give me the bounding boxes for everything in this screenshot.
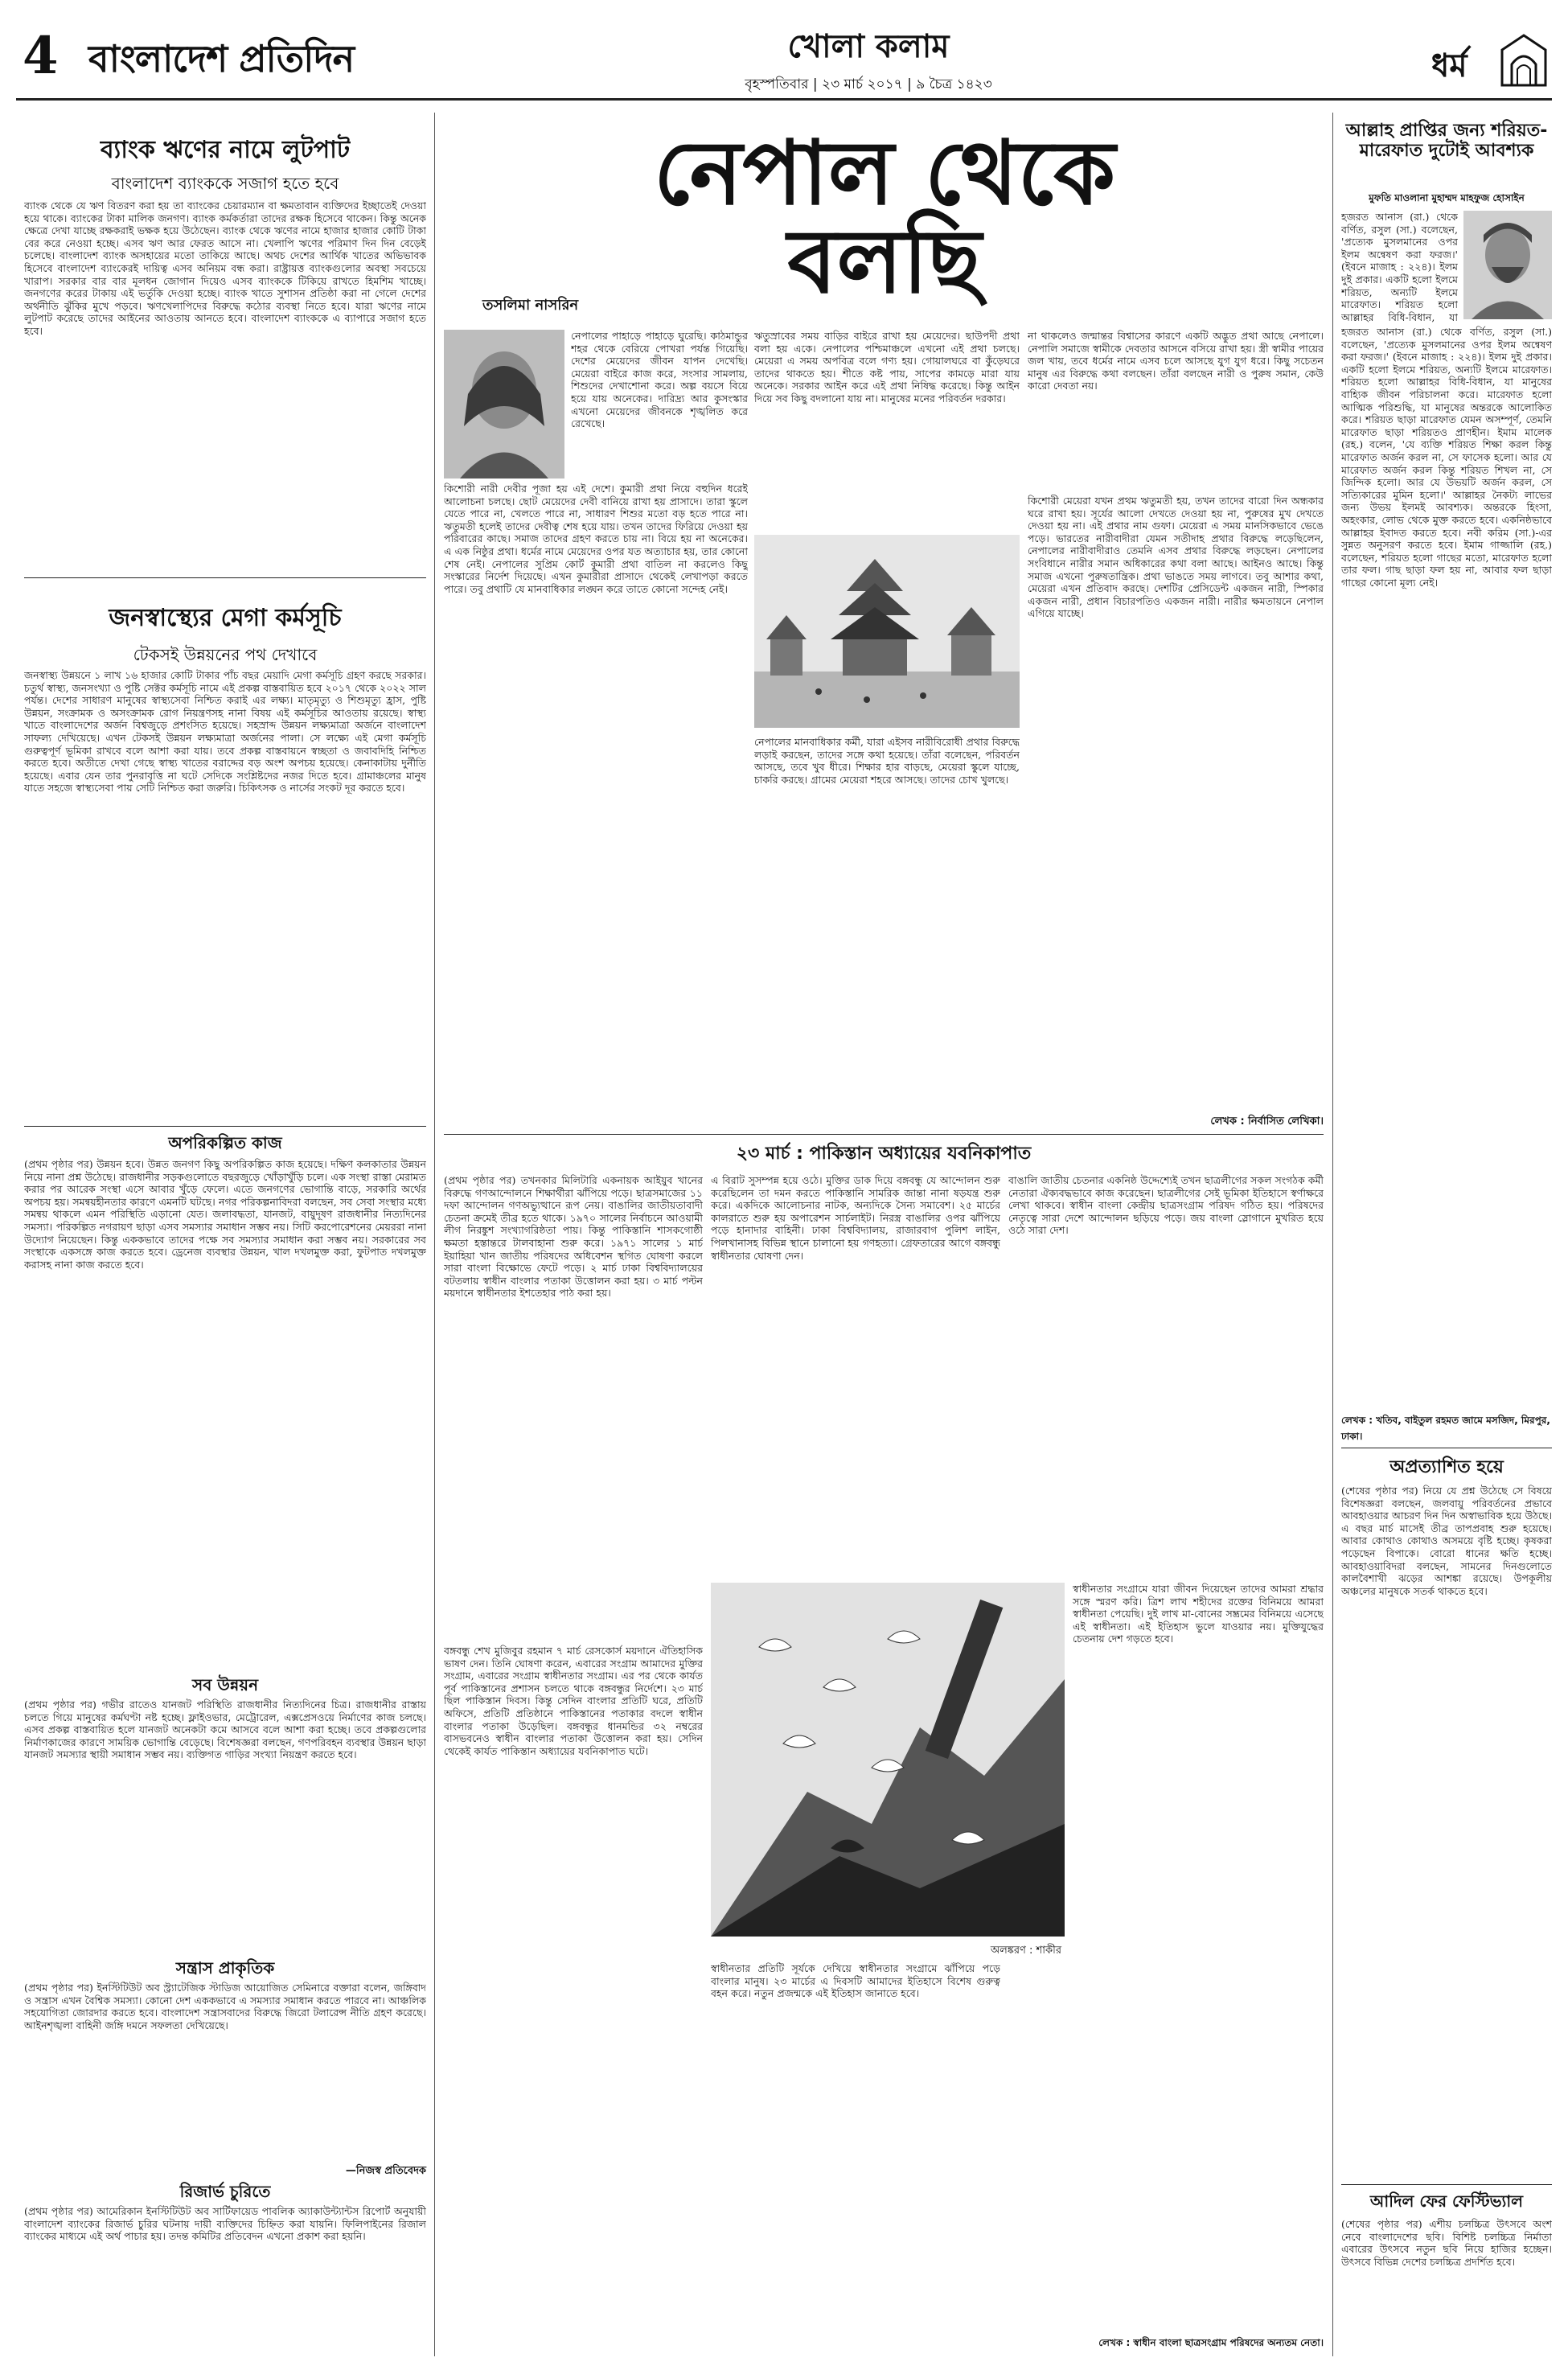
article2-col3: বাঙালি জাতীয় চেতনার একনিষ্ঠ উদ্দেশ্যেই তখন ছাত্রলীগের সকল সংগঠক কর্মী নেতারা ঐক্যবদ্ধভাবে কাজ করেছেন। ছাত্রলীগের সেই ভূমিকা ইতিহাসে স্বর্ণাক্ষরে লেখা থাকবে। স্বাধীন বাংলা কেন্দ্রীয় ছাত্রসংগ্রাম পরিষদ গঠিত হয়। পরিষদের নেতৃত্বে সারা দেশে আন্দোলন ছড়িয়ে পড়ে। জয় বাংলা স্লোগানে মুখরিত হয়ে ওঠে সারা দেশ।: [1008, 1174, 1324, 1237]
news2-headline: সব উন্নয়ন: [191, 1675, 259, 1694]
main-headline: নেপাল থেকে বলছি: [653, 121, 1116, 313]
main-col2b: নেপালের মানবাধিকার কর্মী, যারা এইসব নারীবিরোধী প্রথার বিরুদ্ধে লড়াই করছেন, তাদের সঙ্গে কথা হয়েছে। তাঁরা বলেছেন, পরিবর্তন আসছে, তবে খুব ধীরে। শিক্ষার হার বাড়ছে, মেয়েরা স্কুলে যাচ্ছে, চাকরি করছে। গ্রামের মেয়েরা শহরে আসছে। তাদের চোখ খুলছে।: [754, 736, 1020, 786]
editorial2-subhead: টেকসই উন্নয়নের পথ দেখাবে: [133, 645, 318, 664]
news3-body: (প্রথম পৃষ্ঠার পর) ইনস্টিটিউট অব স্ট্র্যাটেজিক স্টাডিজ আয়োজিত সেমিনারে বক্তারা বলেন, জঙ্গিবাদ ও সন্ত্রাস এখন বৈশ্বিক সমস্যা। কোনো দেশ এককভাবে এ সমস্যার সমাধান করতে পারবে না। আঞ্চলিক সহযোগিতা জোরদার করতে হবে। বাংলাদেশ সন্ত্রাসবাদের বিরুদ্ধে জিরো টলারেন্স নীতি গ্রহণ করেছে। আইনশৃঙ্খলা বাহিনী জঙ্গি দমনে সফলতা দেখিয়েছে।: [24, 1982, 426, 2031]
religion-author: মুফতি মাওলানা মুহাম্মদ মাহফুজ হোসাইন: [1369, 192, 1525, 203]
news4-headline: রিজার্ভ চুরিতে: [179, 2182, 271, 2201]
main-col3b: কিশোরী মেয়েরা যখন প্রথম ঋতুমতী হয়, তখন তাদের বারো দিন অন্ধকার ঘরে রাখা হয়। সূর্যের আলো দেখতে দেওয়া হয় না, পুরুষের মুখ দেখতে দেওয়া হয় না। এই প্রথার নাম গুফা। মেয়েরা এ সময় মানসিকভাবে ভেঙে পড়ে। ভারতের নারীবাদীরা যেমন সতীদাহ প্রথার বিরুদ্ধে লড়েছিলেন, নেপালের নারীবাদীরাও তেমনি এসব প্রথার বিরুদ্ধে লড়ছেন। নেপালের সংবিধানে নারীর সমান অধিকারের কথা বলা আছে। আইনও আছে। কিন্তু সমাজ এখনো পুরুষতান্ত্রিক। প্রথা ভাঙতে সময় লাগবে। তবু আশার কথা, মেয়েরা এখন প্রতিবাদ করছে। দেশটির প্রেসিডেন্ট একজন নারী, স্পিকার একজন নারী, প্রধান বিচারপতিও একজন নারী। নারীর ক্ষমতায়নে নেপাল এগিয়ে যাচ্ছে।: [1028, 495, 1324, 620]
article2-col2b: স্বাধীনতার প্রতিটি সূর্যকে দেখিয়ে স্বাধীনতার সংগ্রামে ঝাঁপিয়ে পড়ে বাংলার মানুষ। ২৩ মার্চের এ দিবসটি আমাদের ইতিহাসে বিশেষ গুরুত্ব বহন করে। নতুন প্রজন্মকে এই ইতিহাস জানাতে হবে।: [711, 1962, 1000, 2000]
fest-headline: আদিল ফের ফেস্টিভ্যাল: [1369, 2191, 1524, 2211]
divider-left: [434, 113, 435, 2356]
main-col2: ঋতুস্রাবের সময় বাড়ির বাইরে রাখা হয় মেয়েদের। ছাউপদী প্রথা বলা হয় একে। নেপালের পশ্চিমাঞ্চলে এখনো এই প্রথা চলছে। মেয়েরা এ সময় অপবিত্র বলে গণ্য হয়। গোয়ালঘরে বা কুঁড়েঘরে তাদের থাকতে হয়। শীতে কষ্ট পায়, সাপের কামড়ে মারা যায় অনেকে। সরকার আইন করে এই প্রথা নিষিদ্ধ করেছে। কিন্তু আইন দিয়ে সব কিছু বদলানো যায় না। মানুষের মনের পরিবর্তন দরকার।: [754, 330, 1020, 405]
article2-col2: এ বিরাট সুসম্পন্ন হয়ে ওঠে। মুক্তির ডাক দিয়ে বঙ্গবন্ধু যে আন্দোলন শুরু করেছিলেন তা দমন করতে পাকিস্তানি সামরিক জান্তা নানা ষড়যন্ত্র শুরু করে। একদিকে আলোচনার নাটক, অন্যদিকে সৈন্য সমাবেশ। ২৫ মার্চের কালরাতে শুরু হয় অপারেশন সার্চলাইট। নিরস্ত্র বাঙালির ওপর ঝাঁপিয়ে পড়ে হানাদার বাহিনী। ঢাকা বিশ্ববিদ্যালয়, রাজারবাগ পুলিশ লাইন, পিলখানাসহ বিভিন্ন স্থানে চালানো হয় গণহত্যা। গ্রেফতারের আগে বঙ্গবন্ধু স্বাধীনতার ঘোষণা দেন।: [711, 1174, 1000, 1262]
article2-col3b: স্বাধীনতার সংগ্রামে যারা জীবন দিয়েছেন তাদের আমরা শ্রদ্ধার সঙ্গে স্মরণ করি। ত্রিশ লাখ শহীদের রক্তের বিনিময়ে আমরা স্বাধীনতা পেয়েছি। দুই লাখ মা-বোনের সম্ভ্রমের বিনিময়ে এসেছে এই স্বাধীনতা। এই ইতিহাস ভুলে যাওয়ার নয়। মুক্তিযুদ্ধের চেতনায় দেশ গড়তে হবে।: [1073, 1583, 1324, 1645]
page-number: 4: [23, 26, 59, 86]
left-rule-2: [24, 1126, 426, 1127]
religion-author-photo: [1463, 211, 1552, 319]
article2-headline: ২৩ মার্চ : পাকিস্তান অধ্যায়ের যবনিকাপাত: [736, 1144, 1032, 1164]
weather-headline: অপ্রত্যাশিত হয়ে: [1389, 1457, 1504, 1477]
main-col1b: কিশোরী নারী দেবীর পূজা হয় এই দেশে। কুমারী প্রথা নিয়ে বহুদিন ধরেই আলোচনা চলছে। ছোট মেয়েদের দেবী বানিয়ে রাখা হয় প্রাসাদে। তারা স্কুলে যেতে পারে না, খেলতে পারে না, সাধারণ শিশুর মতো বড় হতে পারে না। ঋতুমতী হলেই তাদের দেবীত্ব শেষ হয়ে যায়। তখন তাদের ফিরিয়ে দেওয়া হয় পরিবারের কাছে। সমাজ তাদের গ্রহণ করতে চায় না। বিয়ে হয় না অনেকের। এ এক নিষ্ঠুর প্রথা। ধর্মের নামে মেয়েদের ওপর যত অত্যাচার হয়, তার কোনো শেষ নেই। নেপালের সুপ্রিম কোর্ট কুমারী প্রথা বাতিল না করলেও কিছু সংস্কারের নির্দেশ দিয়েছে। এখন কুমারীরা প্রাসাদে থেকেই লেখাপড়া করতে পারে। তবু প্রথাটি যে মানবাধিকার লঙ্ঘন করে তাতে কোনো সন্দেহ নেই।: [444, 483, 748, 595]
editorial1-headline: ব্যাংক ঋণের নামে লুটপাট: [100, 136, 351, 164]
news4-body: (প্রথম পৃষ্ঠার পর) আমেরিকান ইনস্টিটিউট অব সার্টিফায়েড পাবলিক অ্যাকাউন্ট্যান্টস রিপোর্ট অনুযায়ী বাংলাদেশ ব্যাংকের রিজার্ভ চুরির ঘটনায় দায়ী ব্যক্তিদের চিহ্নিত করা যায়নি। ফিলিপাইনের রিজাল ব্যাংকের মাধ্যমে এই অর্থ পাচার হয়। তদন্ত কমিটির প্রতিবেদন এখনো প্রকাশ করা হয়নি।: [24, 2205, 426, 2243]
religion-body: হজরত আনাস (রা.) থেকে বর্ণিত, রসুল (সা.) বলেছেন, 'প্রত্যেক মুসলমানের ওপর ইলম অন্বেষণ করা ফরজ।' (ইবনে মাজাহ : ২২৪)। ইলম দুই প্রকার। একটি হলো ইলমে শরিয়ত, অন্যটি ইলমে মারেফাত। শরিয়ত হলো আল্লাহর বিধি-বিধান, যা: [1341, 211, 1458, 323]
news1-body: (প্রথম পৃষ্ঠার পর) উন্নয়ন হবে। উন্নত জনগণ কিছু অপরিকল্পিত কাজ হয়েছে। দক্ষিণ কলকাতার উন্নয়ন নিয়ে নানা প্রশ্ন উঠেছে। রাজধানীর সড়কগুলোতে বছরজুড়ে খোঁড়াখুঁড়ি চলে। এক সংস্থা রাস্তা মেরামত করার পর আরেক সংস্থা এসে আবার খুঁড়ে ফেলে। এতে জনগণের ভোগান্তি বাড়ে, সরকারি অর্থের অপচয় হয়। সমন্বয়হীনতার কারণে এমনটি ঘটছে। নগর পরিকল্পনাবিদরা বলছেন, সব সেবা সংস্থার মধ্যে সমন্বয় থাকলে এমন পরিস্থিতি এড়ানো যেত। জলাবদ্ধতা, যানজট, বায়ুদূষণ রাজধানীর নিত্যদিনের সমস্যা। পরিকল্পিত নগরায়ণ ছাড়া এসব সমস্যার সমাধান সম্ভব নয়। সিটি করপোরেশনের মেয়ররা নানা উদ্যোগ নিয়েছেন। কিন্তু এককভাবে তাদের পক্ষে সব সমস্যার সমাধান করা সম্ভব নয়। সরকারের সব সংস্থাকে একসঙ্গে কাজ করতে হবে। ড্রেনেজ ব্যবস্থার উন্নয়ন, খাল দখলমুক্ত করা, ফুটপাত দখলমুক্ত করাসহ নানা কাজ করতে হবে।: [24, 1158, 426, 1271]
article2-col1b: বঙ্গবন্ধু শেখ মুজিবুর রহমান ৭ মার্চ রেসকোর্স ময়দানে ঐতিহাসিক ভাষণ দেন। তিনি ঘোষণা করেন, এবারের সংগ্রাম আমাদের মুক্তির সংগ্রাম, এবারের সংগ্রাম স্বাধীনতার সংগ্রাম। এর পর থেকে কার্যত পূর্ব পাকিস্তানের প্রশাসন চলতে থাকে বঙ্গবন্ধুর নির্দেশে। ২৩ মার্চ ছিল পাকিস্তান দিবস। কিন্তু সেদিন বাংলার প্রতিটি ঘরে, প্রতিটি অফিসে, প্রতিটি প্রতিষ্ঠানে পাকিস্তানের পতাকার বদলে স্বাধীন বাংলার পতাকা উড়েছিল। বঙ্গবন্ধুর ধানমন্ডির ৩২ নম্বরের বাসভবনেও স্বাধীন বাংলার পতাকা উত্তোলন করা হয়। সেদিন থেকেই কার্যত পাকিস্তান অধ্যায়ের যবনিকাপাত ঘটে।: [444, 1645, 703, 1757]
main-col1: নেপালের পাহাড়ে পাহাড়ে ঘুরেছি। কাঠমান্ডুর শহর থেকে বেরিয়ে পোখরা পর্যন্ত গিয়েছি। দেশের মেয়েদের জীবন যাপন দেখেছি। মেয়েরা বাইরে কাজ করে, সংসার সামলায়, শিশুদের দেখাশোনা করে। অল্প বয়সে বিয়ে হয়ে যায় অনেকের। দারিদ্র্য আর কুসংস্কার এখনো মেয়েদের জীবনকে শৃঙ্খলিত করে রেখেছে।: [571, 330, 748, 430]
main-col3: না থাকলেও জন্মান্তর বিশ্বাসের কারণে একটি অদ্ভুত প্রথা আছে নেপালে। নেপালি সমাজে স্বামীকে দেবতার আসনে বসিয়ে রাখা হয়। স্ত্রী স্বামীর পায়ের জল খায়, তবে ধর্মের নামে এসব চলে আসছে যুগ যুগ ধরে। কিছু সচেতন মানুষ এর বিরুদ্ধে কথা বলছেন। তাঁরা বলছেন নারী ও পুরুষ সমান, কেউ কারো দেবতা নয়।: [1028, 330, 1324, 392]
religion-footer: লেখক : খতিব, বাইতুল রহমত জামে মসজিদ, মিরপুর, ঢাকা।: [1341, 1415, 1550, 1442]
news3-headline: সন্ত্রাস প্রাকৃতিক: [175, 1958, 275, 1978]
news1-headline: অপরিকল্পিত কাজ: [168, 1133, 282, 1152]
main-author: তসলিমা নাসরিন: [482, 297, 579, 314]
center-rule: [444, 1134, 1324, 1135]
article2-col1: (প্রথম পৃষ্ঠার পর) তখনকার মিলিটারি একনায়ক আইয়ুব খানের বিরুদ্ধে গণআন্দোলনে শিক্ষার্থীরা ঝাঁপিয়ে পড়ে। ছাত্রসমাজের ১১ দফা আন্দোলন গণঅভ্যুত্থানে রূপ নেয়। বাঙালির জাতীয়তাবাদী চেতনা ক্রমেই তীব্র হতে থাকে। ১৯৭০ সালের নির্বাচনে আওয়ামী লীগ নিরঙ্কুশ সংখ্যাগরিষ্ঠতা পায়। কিন্তু পাকিস্তানি শাসকগোষ্ঠী ক্ষমতা হস্তান্তরে টালবাহানা শুরু করে। ১৯৭১ সালের ১ মার্চ ইয়াহিয়া খান জাতীয় পরিষদের অধিবেশন স্থগিত ঘোষণা করলে সারা বাংলা বিক্ষোভে ফেটে পড়ে। ২ মার্চ ঢাকা বিশ্ববিদ্যালয়ের বটতলায় স্বাধীন বাংলার পতাকা উত্তোলন করা হয়। ৩ মার্চ পল্টন ময়দানে স্বাধীনতার ইশতেহার পাঠ করা হয়।: [444, 1174, 703, 1300]
editorial2-body: জনস্বাস্থ্য উন্নয়নে ১ লাখ ১৬ হাজার কোটি টাকার পাঁচ বছর মেয়াদি মেগা কর্মসূচি গ্রহণ করছে সরকার। চতুর্থ স্বাস্থ্য, জনসংখ্যা ও পুষ্টি সেক্টর কর্মসূচি নামে এই প্রকল্প বাস্তবায়িত হবে ২০১৭ থেকে ২০২২ সাল পর্যন্ত। দেশের সাধারণ মানুষের স্বাস্থ্যসেবা নিশ্চিত করাই এর লক্ষ্য। মাতৃমৃত্যু ও শিশুমৃত্যু হ্রাস, পুষ্টি উন্নয়ন, সংক্রামক ও অসংক্রামক রোগ নিয়ন্ত্রণসহ নানা বিষয় এই কর্মসূচির আওতায় রয়েছে। স্বাস্থ্য খাতে বাংলাদেশের অর্জন বিশ্বজুড়ে প্রশংসিত হয়েছে। সহস্রাব্দ উন্নয়ন লক্ষ্যমাত্রা অর্জনে বাংলাদেশ সাফল্য দেখিয়েছে। এখন টেকসই উন্নয়ন লক্ষ্যমাত্রা অর্জনের পালা। সে লক্ষ্যে এই মেগা কর্মসূচি গুরুত্বপূর্ণ ভূমিকা রাখবে বলে আশা করা যায়। তবে প্রকল্প বাস্তবায়নে স্বচ্ছতা ও জবাবদিহি নিশ্চিত করতে হবে। অতীতে দেখা গেছে স্বাস্থ্য খাতের বরাদ্দের বড় অংশ অপচয় হয়েছে। কেনাকাটায় দুর্নীতি হয়েছে। এবার যেন তার পুনরাবৃত্তি না ঘটে সেদিকে সংশ্লিষ্টদের নজর দিতে হবে। গ্রামাঞ্চলের মানুষ যাতে সহজে স্বাস্থ্যসেবা পায় সেটি নিশ্চিত করা জরুরি। চিকিৎসক ও নার্সের সংকট দূর করতে হবে।: [24, 669, 426, 795]
section-title: খোলা কলাম: [787, 28, 950, 65]
religion-headline: আল্লাহ প্রাপ্তির জন্য শরিয়ত-মারেফাত দুটোই আবশ্যক: [1345, 121, 1548, 162]
left-rule-1: [24, 577, 426, 578]
right-rule-2: [1341, 2184, 1552, 2185]
fest-body: (শেষের পৃষ্ঠার পর) এশীয় চলচ্চিত্র উৎসবে অংশ নেবে বাংলাদেশের ছবি। বিশিষ্ট চলচ্চিত্র নির্মাতা এবারের উৎসবে নতুন ছবি নিয়ে হাজির হচ্ছেন। উৎসবে বিভিন্ন দেশের চলচ্চিত্র প্রদর্শিত হবে।: [1341, 2218, 1552, 2268]
religion-body-cont: হজরত আনাস (রা.) থেকে বর্ণিত, রসুল (সা.) বলেছেন, 'প্রত্যেক মুসলমানের ওপর ইলম অন্বেষণ করা ফরজ।' (ইবনে মাজাহ : ২২৪)। ইলম দুই প্রকার। একটি হলো ইলমে শরিয়ত, অন্যটি ইলমে মারেফাত। শরিয়ত হলো আল্লাহর বিধি-বিধান, যা মানুষের বাহ্যিক জীবন পরিচালনা করে। মারেফাত হলো আত্মিক পরিশুদ্ধি, যা মানুষের অন্তরকে আলোকিত করে। শরিয়ত ছাড়া মারেফাত যেমন অসম্পূর্ণ, তেমনি মারেফাত ছাড়া শরিয়তও প্রাণহীন। ইমাম মালেক (রহ.) বলেন, 'যে ব্যক্তি শরিয়ত শিক্ষা করল কিন্তু মারেফাত অর্জন করল না, সে ফাসেক হলো। আর যে মারেফাত অর্জন করল কিন্তু শরিয়ত শিখল না, সে জিন্দিক হলো। আর যে উভয়টি অর্জন করল, সে সত্যিকারের মুমিন হলো।' আল্লাহর নৈকট্য লাভের জন্য উভয় ইলমই আবশ্যক। অন্তরকে হিংসা, অহংকার, লোভ থেকে মুক্ত করতে হবে। একনিষ্ঠভাবে আল্লাহর ইবাদত করতে হবে। নবী করিম (সা.)-এর সুন্নত অনুসরণ করতে হবে। ইমাম গাজ্জালি (রহ.) বলেছেন, শরিয়ত হলো গাছের মতো, মারেফাত হলো তার ফল। গাছ ছাড়া ফল হয় না, আবার ফল ছাড়া গাছের কোনো মূল্য নেই।: [1341, 326, 1552, 589]
article2-footer: লেখক : স্বাধীন বাংলা ছাত্রসংগ্রাম পরিষদের অন্যতম নেতা।: [1098, 2337, 1324, 2348]
news2-body: (প্রথম পৃষ্ঠার পর) গভীর রাতেও যানজট পরিস্থিতি রাজধানীর নিত্যদিনের চিত্র। রাজধানীর রাস্তায় চলতে গিয়ে মানুষের কর্মঘণ্টা নষ্ট হচ্ছে। ফ্লাইওভার, মেট্রোরেল, এক্সপ্রেসওয়ে নির্মাণের কাজ চলছে। এসব প্রকল্প বাস্তবায়িত হলে যানজট অনেকটা কমে আসবে বলে আশা করা হচ্ছে। তবে প্রকল্পগুলোর নির্মাণকাজের কারণে সাময়িক ভোগান্তি বেড়েছে। বিশেষজ্ঞরা বলছেন, গণপরিবহন ব্যবস্থার উন্নয়ন ছাড়া যানজট সমস্যার স্থায়ী সমাধান সম্ভব নয়। ব্যক্তিগত গাড়ির সংখ্যা নিয়ন্ত্রণ করতে হবে।: [24, 1698, 426, 1761]
paper-name: বাংলাদেশ প্রতিদিন: [88, 37, 355, 80]
temple-photo: [754, 535, 1020, 728]
news3-credit: —নিজস্ব প্রতিবেদক: [345, 2165, 426, 2177]
doves-illustration: [711, 1583, 1065, 1937]
weather-body: (শেষের পৃষ্ঠার পর) নিয়ে যে প্রশ্ন উঠেছে সে বিষয়ে বিশেষজ্ঞরা বলছেন, জলবায়ু পরিবর্তনের প্রভাবে আবহাওয়ার আচরণ দিন দিন অস্বাভাবিক হয়ে উঠছে। এ বছর মার্চ মাসেই তীব্র তাপপ্রবাহ শুরু হয়েছে। আবার কোথাও কোথাও অসময়ে বৃষ্টি হচ্ছে। কৃষকরা পড়েছেন বিপাকে। বোরো ধানের ক্ষতি হচ্ছে। আবহাওয়াবিদরা বলছেন, সামনের দিনগুলোতে কালবৈশাখী ঝড়ের আশঙ্কা রয়েছে। উপকূলীয় অঞ্চলের মানুষকে সতর্ক থাকতে হবে।: [1341, 1485, 1552, 1597]
editorial1-subhead: বাংলাদেশ ব্যাংককে সজাগ হতে হবে: [111, 174, 339, 193]
editorial1-body: ব্যাংক থেকে যে ঋণ বিতরণ করা হয় তা ব্যাংকের চেয়ারম্যান বা ক্ষমতাবান ব্যক্তিদের ইচ্ছাতেই দেওয়া হয়ে থাকে। ব্যাংকের টাকা মালিক জনগণ। ব্যাংক কর্মকর্তারা তাদের রক্ষক হিসেবে থাকেন। কিন্তু অনেক ক্ষেত্রে দেখা যাচ্ছে রক্ষকরাই ভক্ষক হয়ে উঠেছেন। ব্যাংক থেকে ঋণের নামে হাজার হাজার কোটি টাকা বের করে নেওয়া হচ্ছে। এসব ঋণ আর ফেরত আসে না। খেলাপি ঋণের পরিমাণ দিন দিন বেড়েই চলেছে। বাংলাদেশ ব্যাংক অসহায়ের মতো তাকিয়ে আছে। অথচ দেশের আর্থিক খাতের অভিভাবক হিসেবে বাংলাদেশ ব্যাংকেরই দায়িত্ব এসব অনিয়ম বন্ধ করা। রাষ্ট্রায়ত্ত ব্যাংকগুলোর অবস্থা সবচেয়ে খারাপ। সরকার বার বার মূলধন জোগান দিয়েও এসব ব্যাংককে টিকিয়ে রাখতে হিমশিম খাচ্ছে। জনগণের করের টাকায় এই ভর্তুকি দেওয়া হচ্ছে। ব্যাংক খাতে সুশাসন প্রতিষ্ঠা করা না গেলে দেশের অর্থনীতি ঝুঁকির মুখে পড়বে। ঋণখেলাপিদের বিরুদ্ধে কঠোর ব্যবস্থা নিতে হবে। যারা ঋণের নামে লুটপাট করেছে তাদের আইনের আওতায় আনতে হবে। বাংলাদেশ ব্যাংককে এ ব্যাপারে সজাগ হতে হবে।: [24, 199, 426, 337]
editorial2-headline: জনস্বাস্থ্যের মেগা কর্মসূচি: [109, 604, 342, 632]
mosque-icon: [1496, 32, 1552, 88]
dharma-title: ধর্ম: [1431, 47, 1467, 84]
masthead-rule: [16, 98, 1552, 101]
divider-right: [1332, 113, 1333, 2356]
author-photo: [444, 330, 564, 478]
main-footer: লেখক : নির্বাসিত লেখিকা।: [1210, 1115, 1324, 1127]
doves-caption: অলঙ্করণ : শাকীর: [990, 1945, 1061, 1957]
date-line: বৃহস্পতিবার | ২৩ মার্চ ২০১৭ | ৯ চৈত্র ১৪২৩: [745, 76, 992, 92]
